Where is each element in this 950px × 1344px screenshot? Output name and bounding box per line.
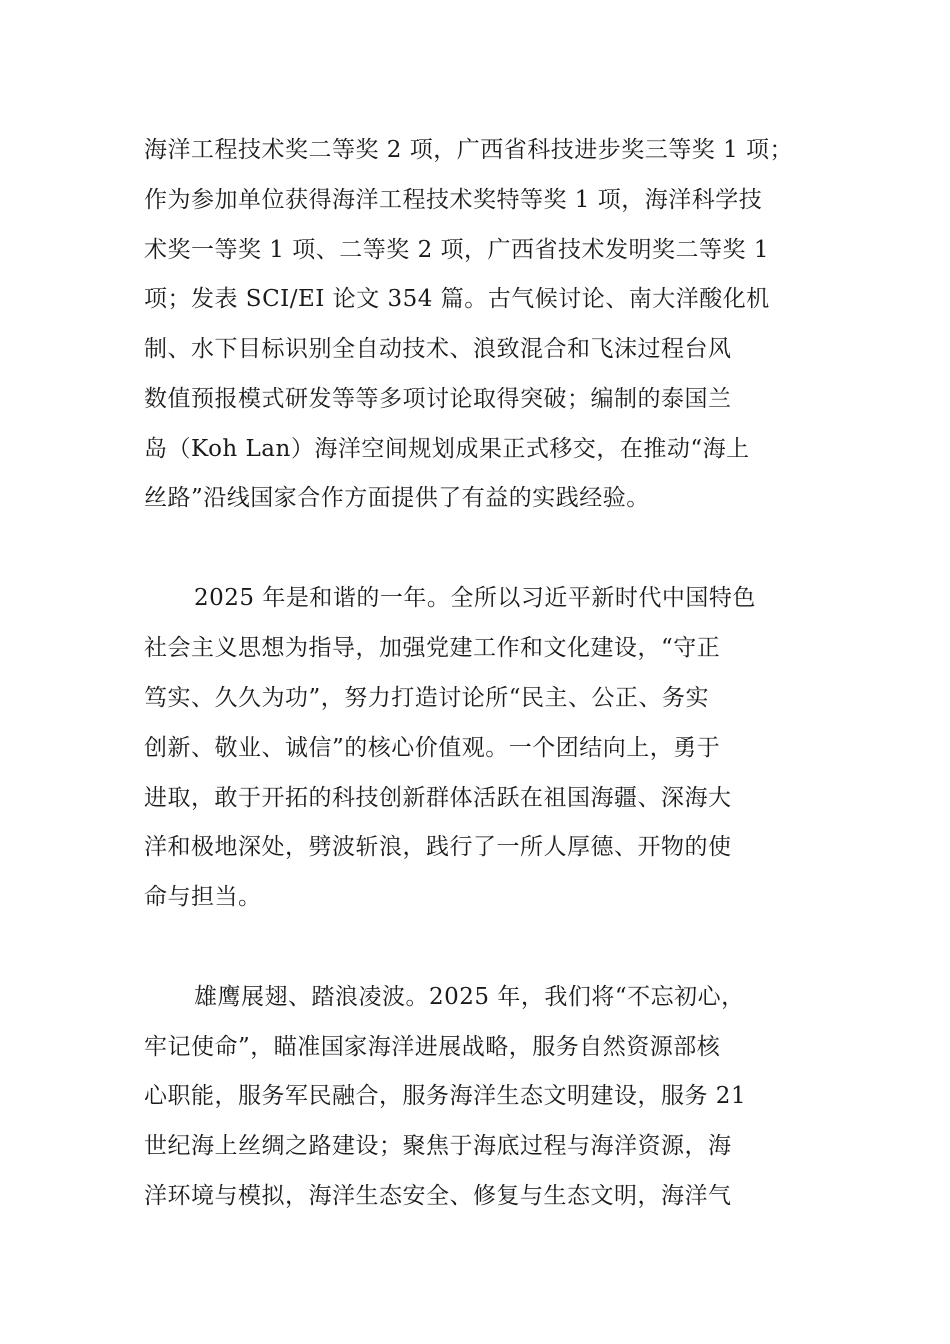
text-line: 社会主义思想为指导，加强党建工作和文化建设，“守正 [144,635,721,661]
text-line: 丝路”沿线国家合作方面提供了有益的实践经验。 [144,485,650,511]
text-line: 项；发表 SCI/EI 论文 354 篇。古气候讨论、南大洋酸化机 [144,286,770,312]
text-line: 海洋工程技术奖二等奖 2 项，广西省科技进步奖三等奖 1 项； [144,137,794,163]
text-line: 洋环境与模拟，海洋生态安全、修复与生态文明，海洋气 [144,1183,732,1209]
text-line: 2025 年是和谐的一年。全所以习近平新时代中国特色 [194,585,756,611]
text-line: 制、水下目标识别全自动技术、浪致混合和飞沫过程台风 [144,336,732,362]
text-line: 世纪海上丝绸之路建设；聚焦于海底过程与海洋资源，海 [144,1133,732,1159]
text-line: 作为参加单位获得海洋工程技术奖特等奖 1 项，海洋科学技 [144,187,763,213]
text-line: 命与担当。 [144,884,262,910]
text-line: 数值预报模式研发等等多项讨论取得突破；编制的泰国兰 [144,386,732,412]
text-line: 牢记使命”，瞄准国家海洋进展战略，服务自然资源部核 [144,1034,721,1060]
text-line: 进取，敢于开拓的科技创新群体活跃在祖国海疆、深海大 [144,785,732,811]
text-line: 创新、敬业、诚信”的核心价值观。一个团结向上，勇于 [144,735,721,761]
text-line: 术奖一等奖 1 项、二等奖 2 项，广西省技术发明奖二等奖 1 [144,237,769,263]
text-line: 洋和极地深处，劈波斩浪，践行了一所人厚德、开物的使 [144,834,732,860]
text-line: 笃实、久久为功”，努力打造讨论所“民主、公正、务实 [144,685,710,711]
text-line: 岛（Koh Lan）海洋空间规划成果正式移交，在推动“海上 [144,436,750,462]
text-line: 雄鹰展翅、踏浪凌波。2025 年，我们将“不忘初心， [194,984,745,1010]
text-line: 心职能，服务军民融合，服务海洋生态文明建设，服务 21 [144,1083,747,1109]
